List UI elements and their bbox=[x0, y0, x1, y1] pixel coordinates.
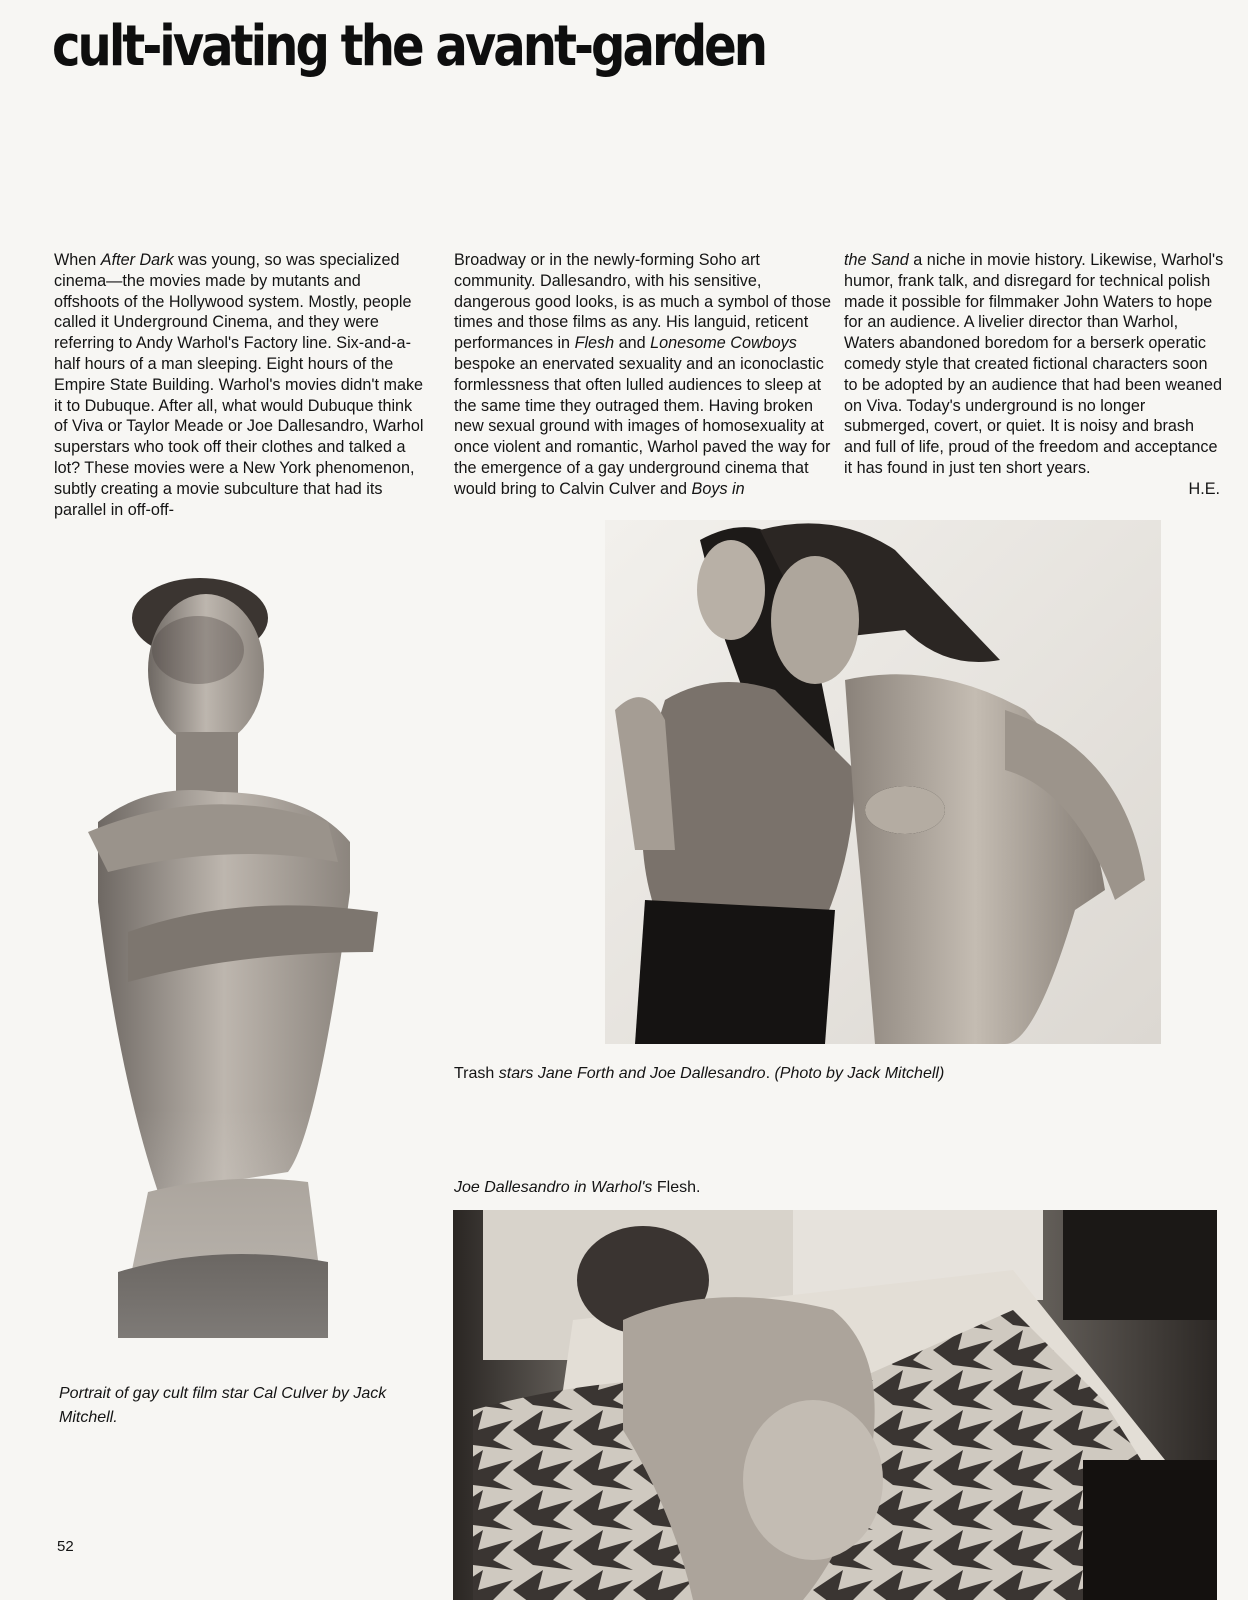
col2-text-c: bespoke an enervated sexuality and an iconoclastic formlessness that often lulled audiences to sleep at the same time they outraged them. Having broken new sexual ground with images of homosexuality at once violent and romantic, Warhol paved the way for the emergence of a gay underground cinema that would bring to Calvin Culver and bbox=[454, 354, 831, 498]
film-title-lonesome-cowboys: Lonesome Cowboys bbox=[650, 334, 797, 353]
flesh-photo bbox=[453, 1210, 1217, 1600]
column-3-text bbox=[844, 250, 1224, 479]
col2-text-a: Broadway or in the newly-forming Soho art community. Dallesandro, with his sensitive, dangerous good looks, is as much a symbol of those times and those films as any. His languid, reticent performances in bbox=[454, 251, 832, 353]
film-title-the-sand: the Sand bbox=[844, 251, 909, 269]
film-title-flesh: Flesh bbox=[574, 334, 615, 353]
flesh-photo-graphic bbox=[453, 1210, 1217, 1600]
portrait-photo-graphic bbox=[88, 572, 384, 1338]
flesh-caption-film: Flesh. bbox=[656, 1179, 701, 1196]
portrait-caption bbox=[59, 1382, 439, 1430]
col3-text-a: a niche in movie history. Likewise, Warhol's humor, frank talk, and disregard for technical polish made it possible for filmmaker John Waters to hope for an audience. A livelier director than Warhol, Waters abandoned boredom for a berserk operatic comedy style that created fictional characters soon to be adopted by an audience that had been weaned on Viva. Today's underground is no longer submerged, covert, or quiet. It is noisy and brash and full of life, proud of the freedom and acceptance it has found in just ten short years. bbox=[844, 251, 1224, 477]
trash-caption-c: . bbox=[765, 1065, 775, 1082]
trash-caption-credit: (Photo by Jack Mitchell) bbox=[774, 1065, 945, 1082]
article-column-1 bbox=[54, 250, 430, 520]
article-column-3 bbox=[844, 250, 1224, 500]
portrait-photo bbox=[88, 572, 384, 1338]
col1-text-a: When bbox=[54, 251, 101, 269]
trash-photo bbox=[605, 520, 1161, 1044]
col2-text-b: and bbox=[614, 334, 651, 353]
portrait-caption-text: Portrait of gay cult film star Cal Culver by Jack Mitchell. bbox=[59, 1385, 387, 1426]
trash-caption-b: stars Jane Forth and Joe Dallesandro bbox=[498, 1065, 766, 1082]
magazine-title-after-dark: After Dark bbox=[100, 251, 174, 269]
article-title: cult-ivating the avant-garden bbox=[52, 14, 766, 79]
page-number: 52 bbox=[57, 1538, 74, 1555]
flesh-caption-a: Joe Dallesandro in Warhol's bbox=[454, 1179, 657, 1196]
flesh-caption bbox=[454, 1176, 700, 1200]
col1-text-b: was young, so was specialized cinema—the movies made by mutants and offshoots of the Hollywood system. Mostly, people called it Underground Cinema, and they were referring to Andy Warhol's Factory line. Six-and-a-half hours of a man sleeping. Eight hours of the Empire State Building. Warhol's movies didn't make it to Dubuque. After all, what would Dubuque think of Viva or Taylor Meade or Joe Dallesandro, Warhol superstars who took off their clothes and talked a lot? These movies were a New York phenomenon, subtly creating a movie subculture that had its parallel in off-off- bbox=[54, 251, 424, 519]
column-2-text bbox=[454, 250, 834, 500]
column-1-text bbox=[54, 250, 430, 520]
film-title-boys-in: Boys in bbox=[691, 479, 745, 498]
author-signature: H.E. bbox=[1188, 479, 1220, 498]
trash-caption-a: Trash bbox=[454, 1065, 499, 1082]
trash-caption bbox=[454, 1062, 944, 1086]
article-column-2 bbox=[454, 250, 834, 500]
trash-photo-graphic bbox=[605, 520, 1161, 1044]
